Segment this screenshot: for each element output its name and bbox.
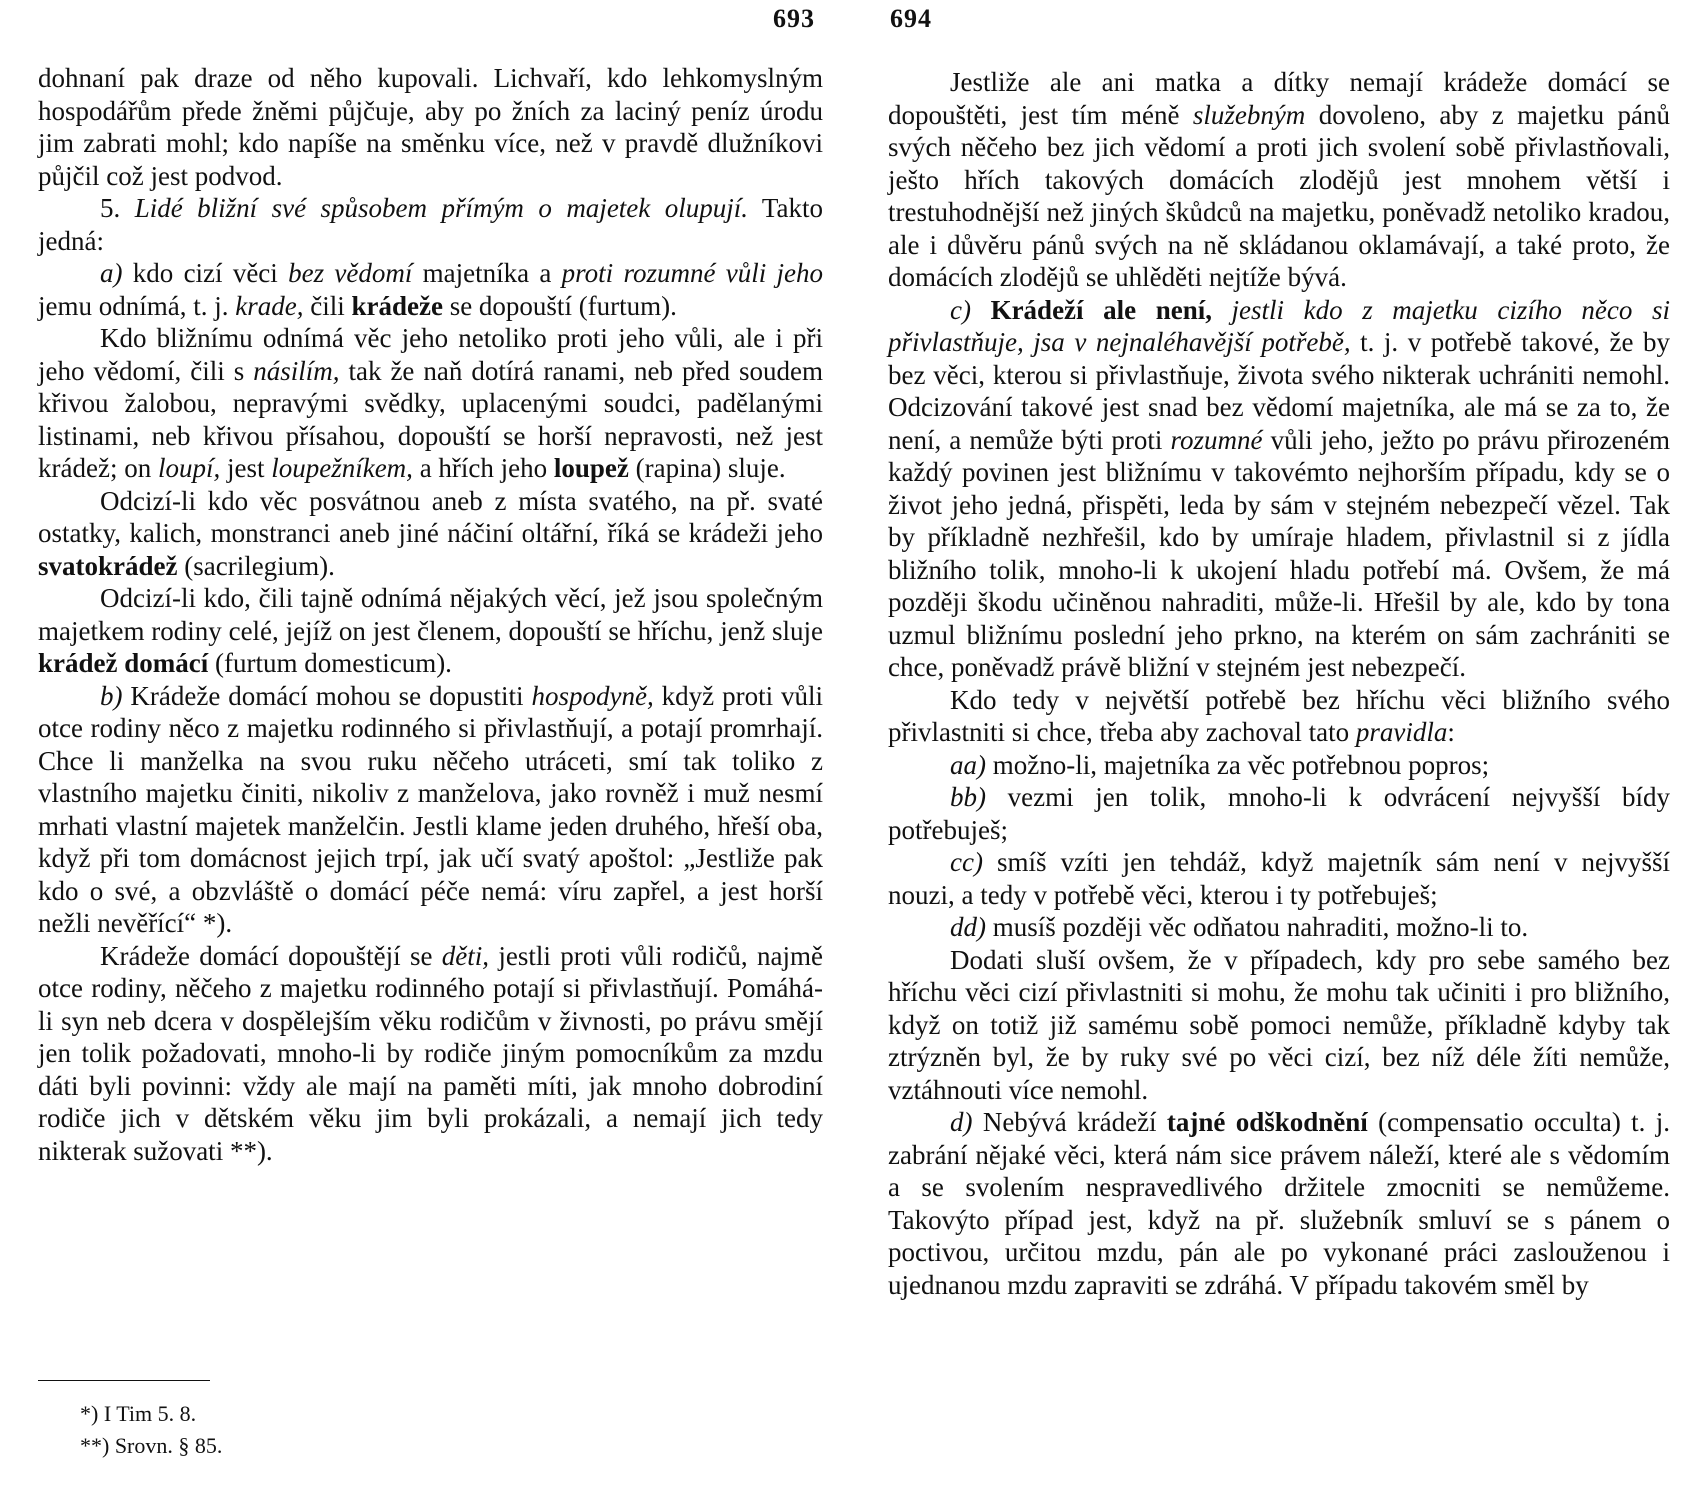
page-number: 693 [773, 4, 815, 33]
item-label: aa) [950, 749, 986, 780]
text: jemu odnímá, t. j. [38, 290, 236, 321]
text: Krádeže domácí mohou se dopustiti [122, 680, 532, 711]
section-title: Lidé bližní své spůsobem přímým o majetek olupují. [134, 193, 748, 223]
emphasis: proti rozumné vůli jeho [561, 258, 823, 288]
paragraph [38, 940, 823, 1168]
paragraph [38, 62, 823, 192]
term: krádeže [351, 290, 443, 321]
footnote: **) Srovn. § 85. [80, 1433, 223, 1458]
paragraph [888, 1106, 1670, 1301]
item-label: d) [950, 1107, 973, 1137]
item-label: bb) [950, 782, 986, 812]
text: možno-li, majetníka za věc potřebnou popros; [986, 749, 1490, 780]
text: Odcizí-li kdo, čili tajně odnímá nějakých věcí, jež jsou společným majetkem rodiny celé, jejíž on jest členem, dopouští se hříchu, jenž sluje [38, 583, 823, 646]
text: Kdo tedy v největší potřebě bez hříchu věci bližního svého přivlastniti si chce, třeba aby zachoval tato [888, 684, 1670, 747]
footnote-divider [38, 1380, 210, 1381]
item-label: b) [100, 680, 123, 711]
text: Dodati sluší ovšem, že v případech, kdy pro sebe samého bez hříchu věci cizí přivlastniti si mohu, že mohu tak učiniti i pro bližního, když on totiž již samému sobě pomoci nemůže, příkladně kdyby tak ztrýzněn byl, že by ruky své po věci cizí, bez níž déle žíti nemůže, vztáhnouti více nemohl. [888, 944, 1670, 1105]
page-body [888, 66, 1670, 1301]
text: Odcizí-li kdo věc posvátnou aneb z místa svatého, na př. svaté ostatky, kalich, monstranci aneb jiné náčiní oltářní, říká se krádeži jeho [38, 485, 823, 548]
section-number: 5. [100, 193, 121, 223]
item-label: a) [100, 258, 123, 288]
text: : [1447, 717, 1455, 747]
text: čili [303, 290, 352, 321]
emphasis: krade, [235, 290, 304, 321]
paragraph [38, 257, 823, 322]
text: vezmi jen tolik, mnoho-li k odvrácení nejvyšší bídy potřebuješ; [888, 782, 1670, 845]
item-label: cc) [950, 847, 983, 877]
rule-item [888, 749, 1670, 782]
emphasis: služebným [1192, 99, 1306, 130]
item-label: c) [950, 294, 971, 325]
emphasis: loupežníkem, [271, 453, 413, 483]
term: krádež domácí [38, 648, 209, 678]
paragraph [38, 582, 823, 680]
emphasis: jestli kdo z majetku cizího něco si přivlastňuje, jsa v nejnaléhavější potřebě, [888, 294, 1670, 357]
text: Jestliže ale ani matka a dítky nemají krádeže domácí se dopouštěti, jest tím méně [888, 67, 1670, 130]
text: a hřích jeho [412, 453, 554, 483]
text: t. j. v potřebě takové, že by bez věci, kterou si přivlastňuje, života svého nikterak uchrániti nemohl. Odcizování takové jest snad bez vědomí majetníka, ale má se za to, že není, a nemůže býti proti [888, 327, 1671, 455]
emphasis: bez vědomí [288, 258, 413, 288]
text: Krádeže domácí dopouštějí se [100, 940, 442, 971]
text: dovoleno, aby z majetku pánů svých něčeho bez jich vědomí a proti jich svolení sobě přivlastňovali, ješto hřích takových domácích zlodějů jest mnohem větší i trestuhodnější než jiných škůdců na majetku, poněvadž netoliko kradou, ale i důvěru pánů svých na ně skládanou oklamávají, a také proto, že domácích zlodějů se uhlěděti nejtíže bývá. [888, 99, 1670, 292]
text: jest [220, 453, 272, 483]
text: kdo cizí věci [122, 258, 289, 288]
page-body [38, 62, 823, 1167]
text: (furtum domesticum). [208, 648, 452, 678]
emphasis: pravidla [1355, 717, 1448, 747]
paragraph [888, 66, 1670, 294]
text: (rapina) sluje. [628, 453, 786, 483]
rule-item [888, 846, 1670, 911]
text: jestli proti vůli rodičů, najmě otce rodiny, něčeho z majetku rodinného potají si přivlastňují. Pomáhá-li syn neb dcera v dospělejším věku rodičům v živnosti, po právu smějí jen tolik požadovati, mnoho-li by rodiče jiným pomocníkům za mzdu dáti byli povinni: vždy ale mají na paměti míti, jak mnoho dobrodiní rodiče jich v dětském věku jim byli prokázali, a nemají jich tedy nikterak sužovati **). [38, 940, 823, 1166]
section-heading [38, 192, 823, 257]
text: tak že naň dotírá ranami, neb před soudem křivou žalobou, nepravými svědky, uplacenými soudci, padělanými listinami, neb křivou přísahou, dopouští se horší nepravosti, než jest krádež; on [38, 355, 823, 483]
item-label: dd) [950, 912, 986, 942]
text: musíš později věc odňatou nahraditi, možno-li to. [986, 912, 1529, 942]
text: majetníka a [412, 258, 562, 288]
text: vůli jeho, ježto po právu přirozeném každý povinen jest bližnímu v takovémto nejhorším případu, kdy se o život jeho jedná, přispěti, leda by sám v stejném nebezpečí vězel. Tak by příkladně nezhřešil, kdo by umíraje hladem, přivlastnil si z jídla bližního tolik, mnoho-li k ukojení hladu potřebí má. Ovšem, že má později škodu učiněnou nahraditi, může-li. Hřešil by ale, kdo by tona uzmul bližnímu poslední jeho prkno, na kterém on sám zachrániti se chce, poněvadž právě bližní v stejném jest nebezpečí. [888, 424, 1671, 682]
footnote: *) I Tim 5. 8. [80, 1401, 197, 1426]
paragraph [888, 684, 1670, 749]
emphasis: násilím, [253, 355, 340, 386]
emphasis: hospodyně, [531, 680, 654, 711]
emphasis: děti, [441, 940, 490, 971]
text: se dopouští (furtum). [442, 290, 677, 321]
text: smíš vzíti jen tehdáž, když majetník sám není v nejvyšší nouzi, a tedy v potřebě věci, kterou i ty potřebuješ; [888, 847, 1670, 910]
paragraph [888, 944, 1670, 1107]
emphasis: rozumné [1170, 424, 1263, 455]
rule-item [888, 911, 1670, 944]
page-number: 694 [890, 4, 932, 33]
emphasis: loupí, [157, 453, 221, 483]
paragraph [38, 680, 823, 940]
text: Nebývá krádeží [972, 1107, 1167, 1137]
paragraph [38, 485, 823, 583]
term: loupež [553, 453, 629, 483]
term: svatokrádež [38, 550, 178, 581]
term: tajné odškodnění [1166, 1107, 1368, 1137]
text: když proti vůli otce rodiny něco z majetku rodinného si přivlastňují, a potají promrhají. Chce li manželka na svou ruku něčeho utráceti, smí tak toliko z vlastního majetku činiti, nikoliv z manželova, jako rovněž i muž nesmí mrhati vlastní majetek manželčin. Jestli klame jeden druhého, hřeší oba, když při tom domácnost jejich trpí, jak učí svatý apoštol: „Jestliže pak kdo o své, a obzvláště o domácí péče nemá: víru zapřel, a jest horší nežli nevěřící“ *). [38, 680, 824, 938]
text: dohnaní pak draze od něho kupovali. Lichvaří, kdo lehkomyslným hospodářům přede žněmi půjčuje, aby po žních za laciný peníz úrodu jim zabrati mohl; kdo napíše na směnku více, než v pravdě dlužníkovi půjčil což jest podvod. [38, 63, 823, 191]
term: Krádeží ale není, [970, 294, 1212, 325]
text: (sacrilegium). [177, 550, 335, 581]
text: Kdo bližnímu odnímá věc jeho netoliko proti jeho vůli, ale i při jeho vědomí, čili s [38, 323, 823, 386]
text: Takto jedná: [38, 193, 824, 256]
footnotes [80, 1398, 222, 1462]
paragraph [38, 322, 823, 485]
paragraph [888, 294, 1670, 684]
rule-item [888, 781, 1670, 846]
text: (compensatio occulta) t. j. zabrání nějaké věci, která nám sice právem náleží, které ale s vědomím a se svolením nespravedlivého držitele zmocniti se nemůžeme. Takovýto případ jest, když na př. služebník smluví se s pánem o poctivou, určitou mzdu, pán ale po vykonané práci zaslouženou i ujednanou mzdu zapraviti se zdráhá. V případu takovém směl by [888, 1107, 1670, 1300]
